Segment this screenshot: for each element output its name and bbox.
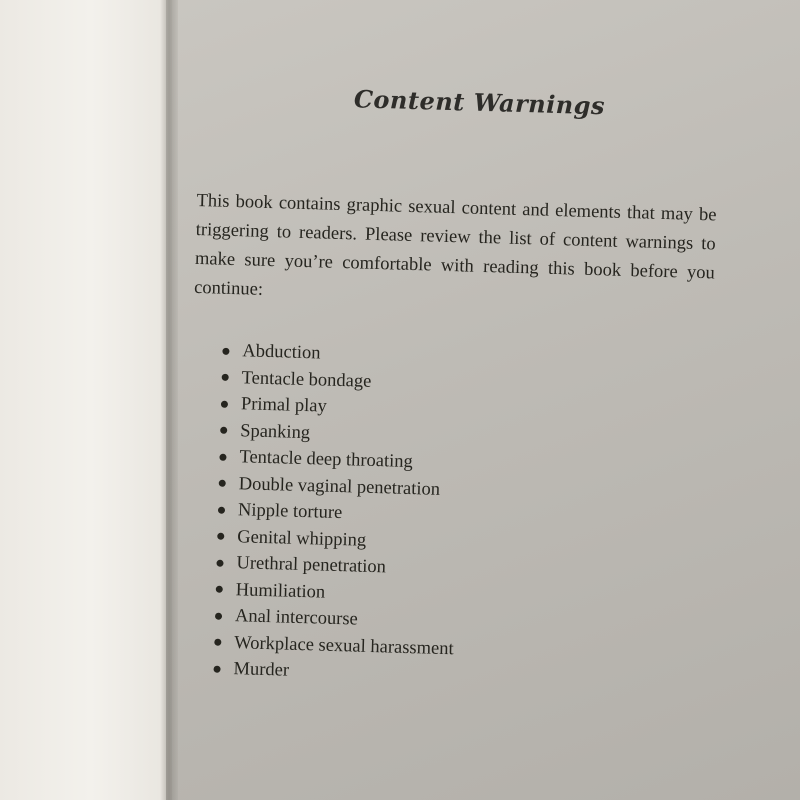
bullet-icon — [219, 480, 226, 487]
warning-label: Primal play — [240, 394, 328, 417]
bullet-icon — [218, 506, 225, 513]
intro-paragraph: This book contains graphic sexual content and elements that may be triggering to readers. Please review the list of content warnings to make sure you’re comfortable with reading this book before you continue: — [193, 190, 717, 300]
bullet-icon — [222, 347, 229, 354]
warning-label: Spanking — [239, 420, 311, 443]
warning-label: Tentacle bondage — [241, 367, 372, 392]
warning-label: Tentacle deep throating — [239, 447, 414, 473]
bullet-icon — [215, 612, 222, 619]
warning-label: Urethral penetration — [236, 553, 387, 578]
bullet-icon — [217, 533, 224, 540]
warning-label: Humiliation — [235, 579, 326, 603]
warning-label: Anal intercourse — [234, 606, 359, 630]
warning-label: Murder — [233, 659, 290, 681]
bullet-icon — [214, 639, 221, 646]
bullet-icon — [216, 559, 223, 566]
warning-label: Genital whipping — [236, 526, 367, 551]
bullet-icon — [219, 453, 226, 460]
bullet-icon — [221, 400, 228, 407]
warning-label: Nipple torture — [237, 500, 343, 524]
page-title: Content Warnings — [353, 84, 606, 121]
page-content — [183, 80, 720, 696]
warning-label: Double vaginal penetration — [238, 473, 441, 500]
left-page — [0, 0, 166, 800]
warning-label: Workplace sexual harassment — [234, 632, 454, 659]
bullet-icon — [216, 586, 223, 593]
content-warnings-list — [213, 338, 712, 696]
bullet-icon — [222, 374, 229, 381]
book-gutter — [160, 0, 178, 800]
warning-label: Abduction — [242, 341, 321, 364]
bullet-icon — [213, 665, 220, 672]
bullet-icon — [220, 427, 227, 434]
